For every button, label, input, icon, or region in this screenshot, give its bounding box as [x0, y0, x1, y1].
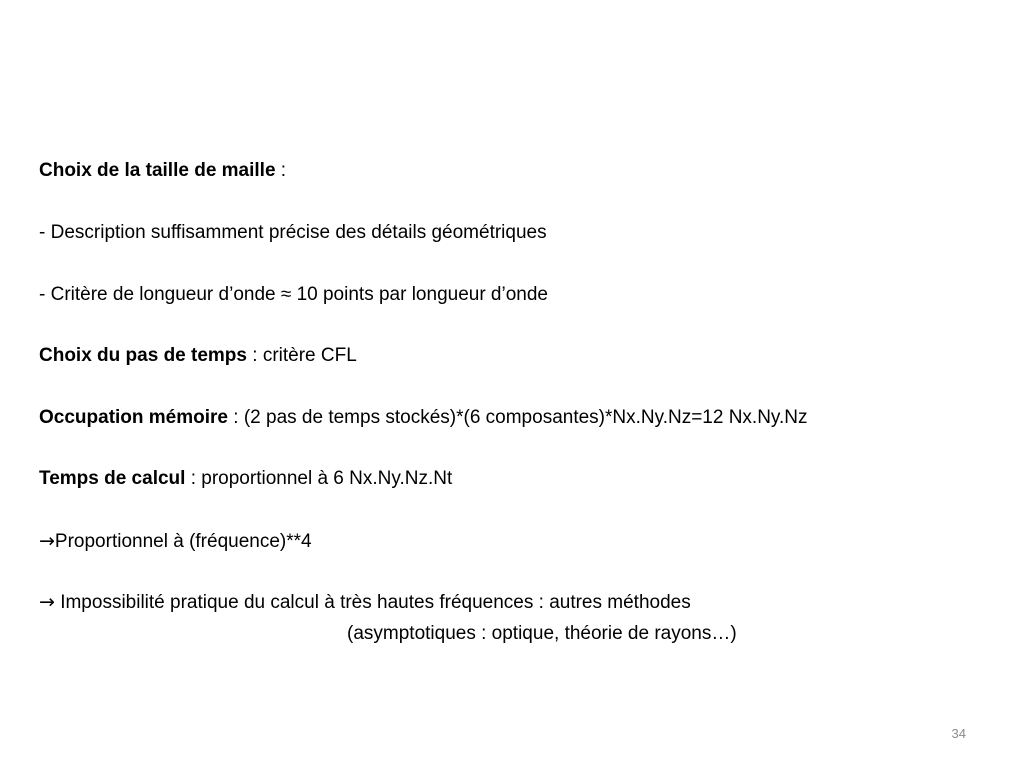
- time-step-line: [39, 344, 357, 368]
- mesh-size-line: [39, 159, 286, 183]
- compute-time-heading: Temps de calcul: [39, 468, 186, 489]
- high-frequency-line: [39, 590, 691, 615]
- memory-line: [39, 406, 808, 430]
- memory-text: : (2 pas de temps stockés)*(6 composantes)*Nx.Ny.Nz=12 Nx.Ny.Nz: [228, 407, 808, 428]
- frequency-proportional-line: [39, 529, 312, 554]
- asymptotic-methods-line: (asymptotiques : optique, théorie de rayons…): [347, 623, 737, 644]
- memory-heading: Occupation mémoire: [39, 407, 228, 428]
- page-number: 34: [951, 726, 966, 741]
- time-step-text: : critère CFL: [246, 345, 357, 366]
- compute-time-text: : proportionnel à 6 Nx.Ny.Nz.Nt: [185, 468, 453, 489]
- high-frequency-text: Impossibilité pratique du calcul à très hautes fréquences : autres méthodes: [54, 592, 691, 613]
- compute-time-line: [39, 467, 452, 491]
- arrow-right-icon: →: [39, 591, 55, 613]
- arrow-right-icon: →: [39, 530, 55, 552]
- mesh-size-colon: :: [275, 160, 287, 181]
- bullet-wavelength-criterion: - Critère de longueur d’onde ≈ 10 points par longueur d’onde: [39, 284, 548, 305]
- time-step-heading: Choix du pas de temps: [39, 345, 247, 366]
- mesh-size-heading: Choix de la taille de maille: [39, 160, 276, 181]
- frequency-proportional-text: Proportionnel à (fréquence)**4: [54, 531, 312, 552]
- bullet-geometric-details: - Description suffisamment précise des détails géométriques: [39, 222, 547, 243]
